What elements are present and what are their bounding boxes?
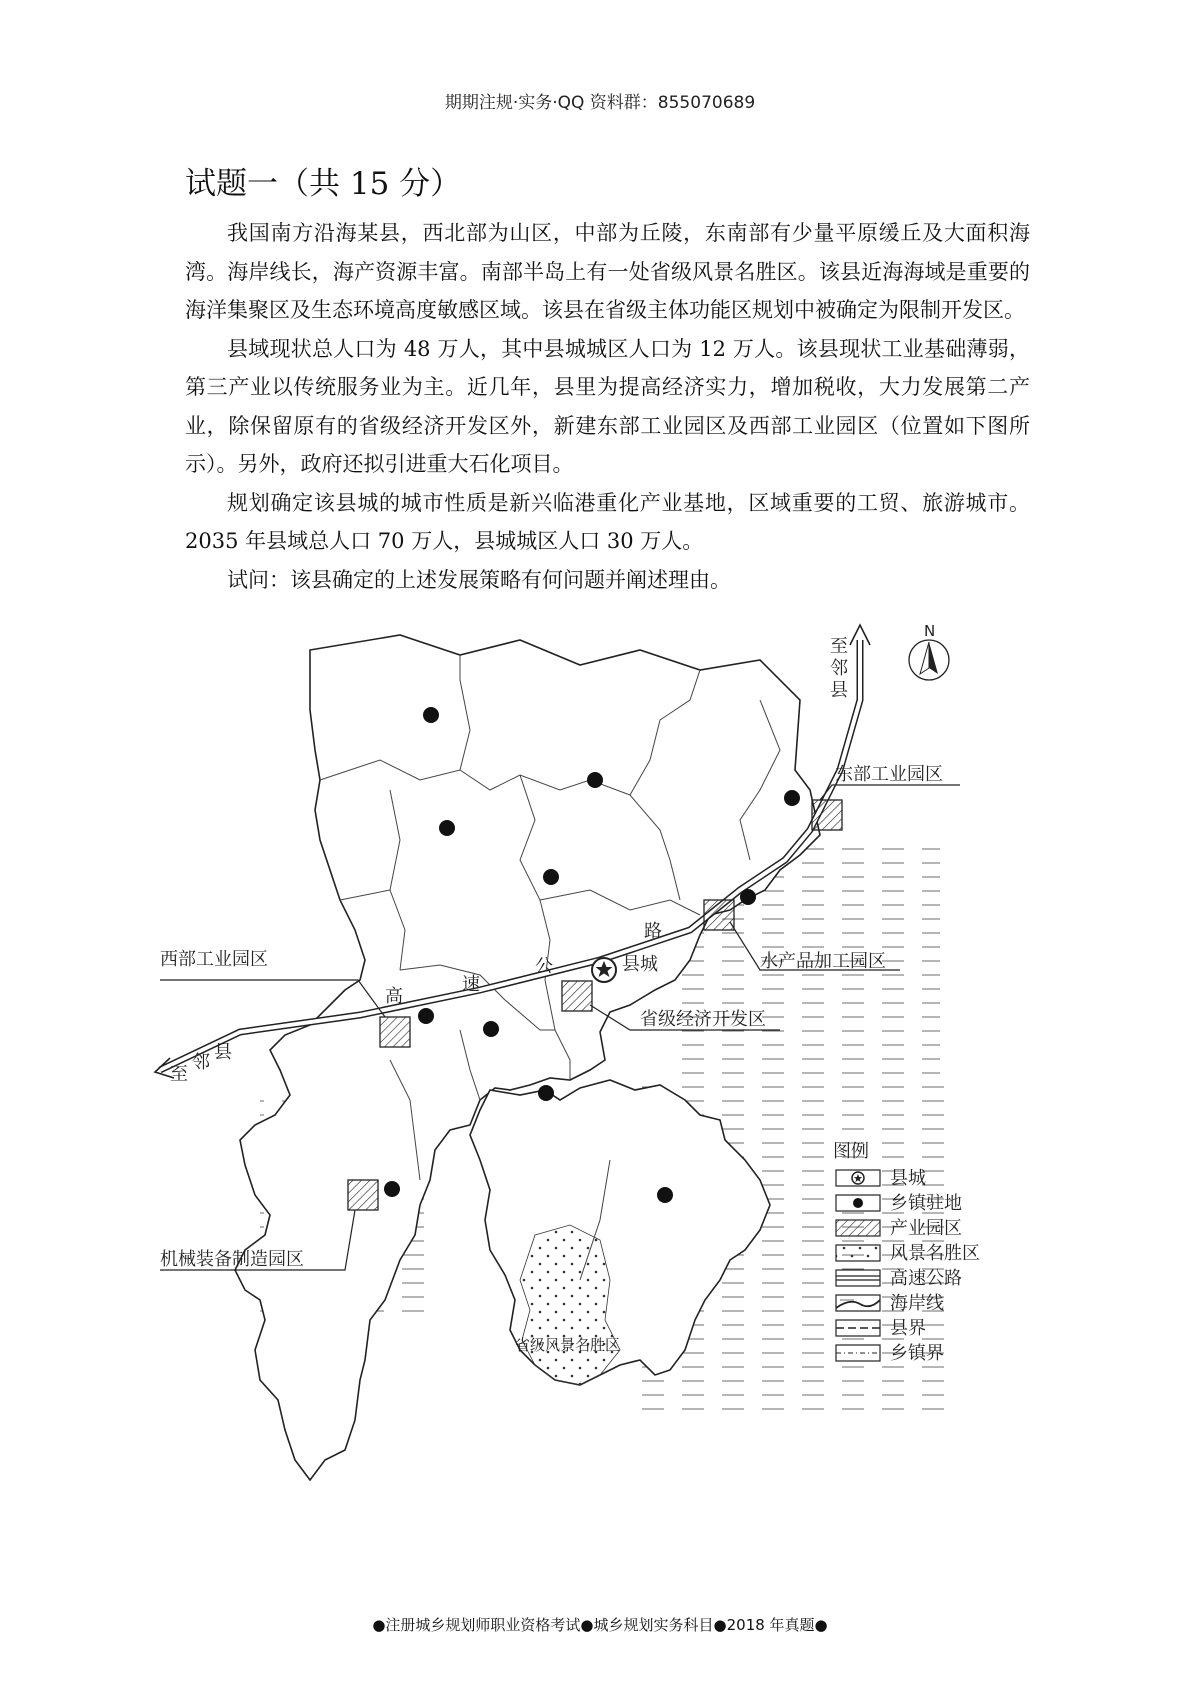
township-seat [483, 1021, 499, 1037]
question-body [185, 214, 1030, 599]
machinery-label: 机械装备制造园区 [160, 1249, 304, 1270]
legend-coastline: 海岸线 [890, 1293, 944, 1314]
highway-label-1: 高 [385, 986, 403, 1007]
paragraph-1: 我国南方沿海某县，西北部为山区，中部为丘陵，东南部有少量平原缓丘及大面积海湾。海岸线长，海产资源丰富。南部半岛上有一处省级风景名胜区。该县近海海域是重要的海洋集聚区及生态环境高度敏感区域。该县在省级主体功能区规划中被确定为限制开发区。 [185, 221, 1030, 322]
township-seat [740, 889, 756, 905]
legend-county-boundary: 县界 [890, 1318, 926, 1339]
to-neighbor-ne-2: 邻 [830, 658, 848, 679]
aquatic-processing-park [704, 900, 734, 930]
page-header: 期期注规·实务·QQ 资料群：855070689 [444, 93, 756, 113]
scenic-area-label: 省级风景名胜区 [515, 1336, 621, 1354]
legend-township-boundary: 乡镇界 [890, 1343, 944, 1364]
to-neighbor-ne-3: 县 [830, 680, 848, 701]
highway-label-2: 速 [462, 974, 480, 995]
question-title: 试题一（共 15 分） [185, 166, 462, 202]
paragraph-2: 县域现状总人口为 48 万人，其中县城城区人口为 12 万人。该县现状工业基础薄弱，第三产业以传统服务业为主。近几年，县里为提高经济实力，增加税收，大力发展第二产业，除保留原有的省级经济开发区外，新建东部工业园区及西部工业园区（位置如下图所示）。另外，政府还拟引进重大石化项目。 [185, 336, 1030, 476]
machinery-park [348, 1180, 378, 1210]
highway-label-4: 路 [644, 921, 662, 942]
highway-label-3: 公 [535, 956, 553, 977]
legend-scenic-area: 风景名胜区 [890, 1243, 980, 1264]
paragraph-3: 规划确定该县城的城市性质是新兴临港重化产业基地，区域重要的工贸、旅游城市。2035 年县域总人口 70 万人，县城城区人口 30 万人。 [185, 490, 1030, 553]
county-seat-icon [592, 958, 616, 982]
township-seat [418, 1008, 434, 1024]
township-seat [784, 790, 800, 806]
to-neighbor-sw-1: 至 [170, 1064, 188, 1085]
township-seat [423, 707, 439, 723]
aquatic-processing-label: 水产品加工园区 [760, 951, 886, 972]
to-neighbor-sw-3: 县 [214, 1042, 232, 1063]
township-seat [384, 1181, 400, 1197]
township-seat [439, 820, 455, 836]
to-neighbor-sw-2: 邻 [192, 1052, 210, 1073]
paragraph-4: 试问：该县确定的上述发展策略有何问题并阐述理由。 [227, 567, 731, 592]
legend-industrial-park: 产业园区 [890, 1218, 962, 1239]
township-seat [538, 1085, 554, 1101]
west-industrial-label: 西部工业园区 [160, 949, 268, 970]
township-seat [657, 1187, 673, 1203]
legend-county-seat: 县城 [890, 1168, 926, 1189]
provincial-econ-dev-label: 省级经济开发区 [640, 1009, 766, 1030]
legend-township-seat: 乡镇驻地 [890, 1193, 962, 1214]
west-industrial-park [380, 1017, 410, 1047]
north-label: N [924, 622, 936, 640]
north-arrow-icon [909, 622, 949, 680]
legend-highway: 高速公路 [890, 1268, 962, 1289]
county-seat-label: 县城 [622, 954, 658, 975]
east-industrial-park [812, 800, 842, 830]
provincial-econ-dev-park [562, 981, 592, 1011]
township-seat [543, 869, 559, 885]
page-footer: ●注册城乡规划师职业资格考试●城乡规划实务科目●2018 年真题● [372, 1616, 828, 1634]
legend-title: 图例 [833, 1141, 869, 1162]
to-neighbor-ne-1: 至 [830, 636, 848, 657]
east-industrial-label: 东部工业园区 [835, 764, 943, 785]
county-map [160, 622, 1060, 1530]
township-seat [587, 772, 603, 788]
